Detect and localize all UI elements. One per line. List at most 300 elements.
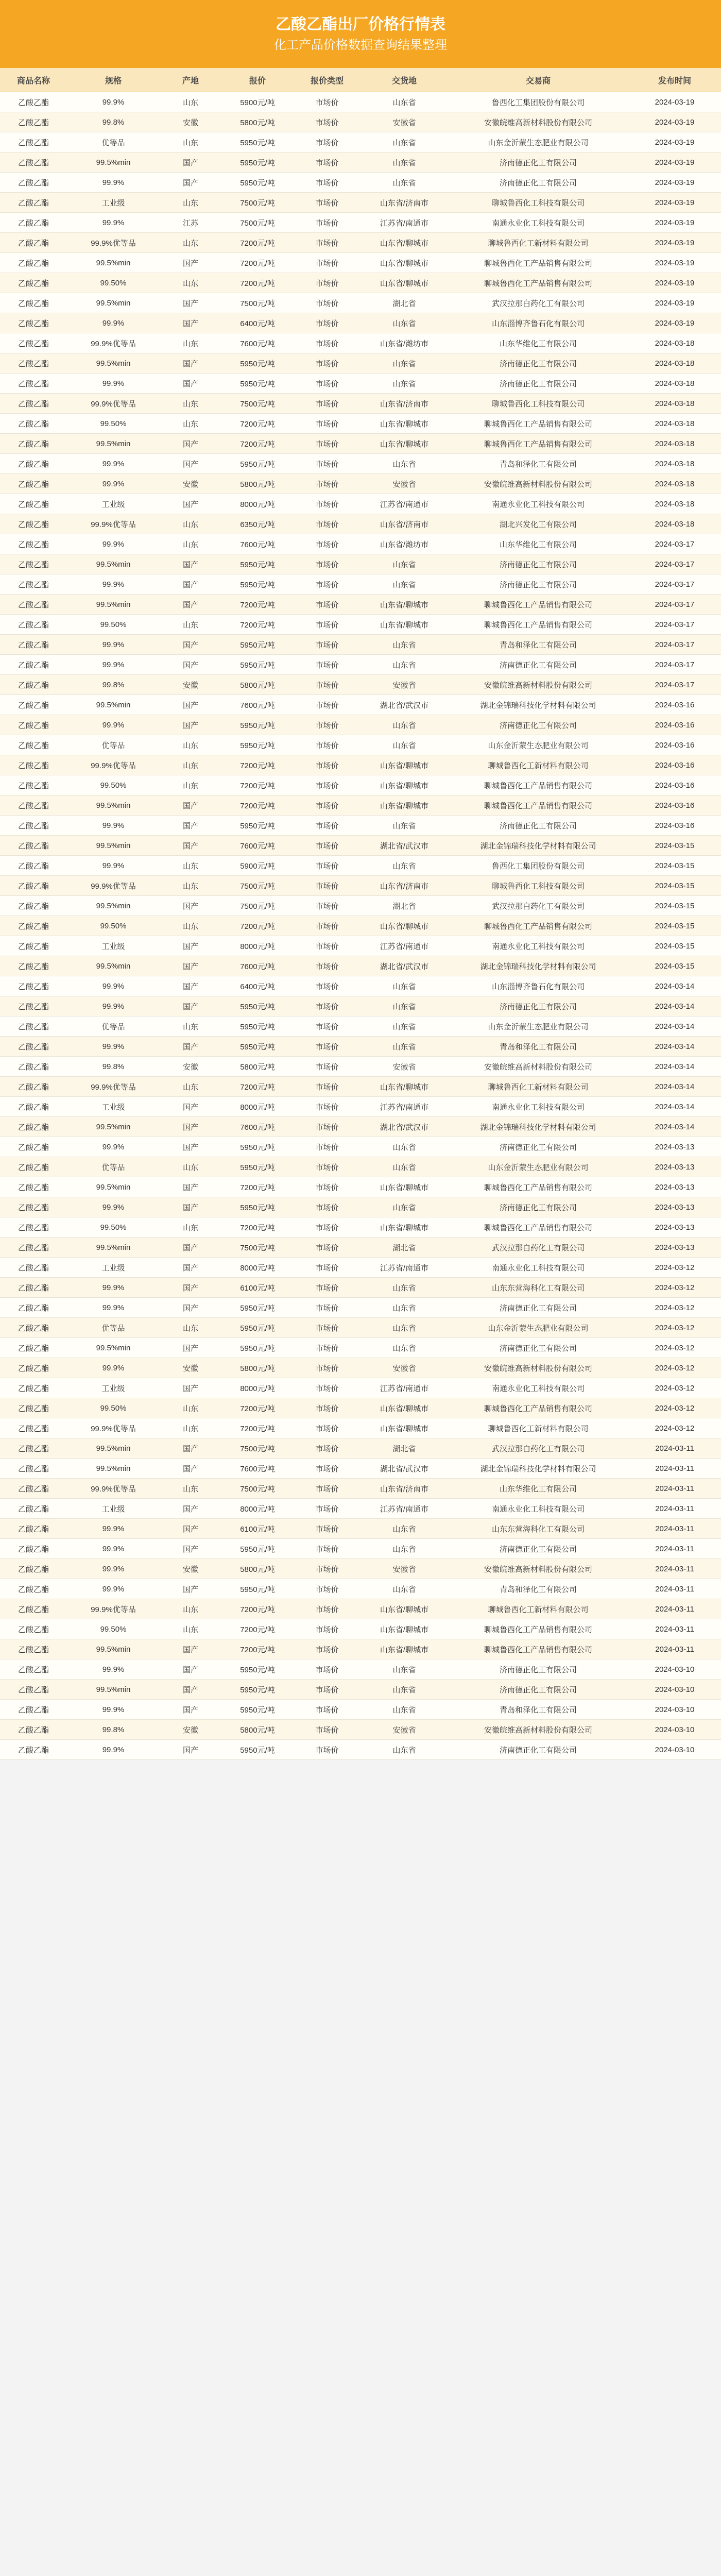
spec-cell: 99.9% <box>67 1519 160 1539</box>
delivery-cell: 山东省 <box>360 856 448 876</box>
date-cell: 2024-03-17 <box>628 655 721 675</box>
trader-cell: 济南德正化工有限公司 <box>448 655 628 675</box>
price-cell: 5950元/吨 <box>221 655 294 675</box>
date-cell: 2024-03-18 <box>628 474 721 494</box>
trader-cell: 安徽皖维高新材料股份有限公司 <box>448 675 628 695</box>
table-row <box>0 876 721 896</box>
table-row <box>0 1720 721 1740</box>
origin-cell: 国产 <box>160 374 221 394</box>
product-name-cell: 乙酸乙酯 <box>0 1438 67 1459</box>
origin-cell: 山东 <box>160 534 221 554</box>
trader-cell: 济南德正化工有限公司 <box>448 1659 628 1680</box>
table-row <box>0 695 721 715</box>
table-row <box>0 1338 721 1358</box>
product-name-cell: 乙酸乙酯 <box>0 574 67 595</box>
table-row <box>0 635 721 655</box>
price-cell: 5800元/吨 <box>221 1720 294 1740</box>
spec-cell: 99.5%min <box>67 1238 160 1258</box>
table-row <box>0 173 721 193</box>
product-name-cell: 乙酸乙酯 <box>0 755 67 775</box>
trader-cell: 湖北金锦瑞科技化学材料有限公司 <box>448 956 628 976</box>
price-type-cell: 市场价 <box>294 735 360 755</box>
trader-cell: 湖北金锦瑞科技化学材料有限公司 <box>448 695 628 715</box>
delivery-cell: 山东省 <box>360 1579 448 1599</box>
product-name-cell: 乙酸乙酯 <box>0 1619 67 1639</box>
table-row <box>0 1137 721 1157</box>
price-cell: 7600元/吨 <box>221 695 294 715</box>
trader-cell: 湖北金锦瑞科技化学材料有限公司 <box>448 836 628 856</box>
spec-cell: 99.9% <box>67 1037 160 1057</box>
spec-cell: 99.5%min <box>67 595 160 615</box>
origin-cell: 国产 <box>160 1238 221 1258</box>
origin-cell: 国产 <box>160 1037 221 1057</box>
spec-cell: 99.9% <box>67 1659 160 1680</box>
price-cell: 8000元/吨 <box>221 1499 294 1519</box>
delivery-cell: 山东省 <box>360 353 448 374</box>
date-cell: 2024-03-11 <box>628 1459 721 1479</box>
date-cell: 2024-03-14 <box>628 976 721 996</box>
price-type-cell: 市场价 <box>294 333 360 353</box>
date-cell: 2024-03-15 <box>628 876 721 896</box>
delivery-cell: 山东省 <box>360 996 448 1016</box>
date-cell: 2024-03-19 <box>628 293 721 313</box>
origin-cell: 江苏 <box>160 213 221 233</box>
date-cell: 2024-03-10 <box>628 1700 721 1720</box>
delivery-cell: 江苏省/南通市 <box>360 1499 448 1519</box>
origin-cell: 国产 <box>160 996 221 1016</box>
product-name-cell: 乙酸乙酯 <box>0 534 67 554</box>
delivery-cell: 山东省/聊城市 <box>360 916 448 936</box>
price-cell: 8000元/吨 <box>221 494 294 514</box>
price-type-cell: 市场价 <box>294 715 360 735</box>
table-row <box>0 775 721 795</box>
delivery-cell: 山东省 <box>360 635 448 655</box>
price-type-cell: 市场价 <box>294 1197 360 1217</box>
price-cell: 7200元/吨 <box>221 795 294 816</box>
price-cell: 7500元/吨 <box>221 193 294 213</box>
spec-cell: 99.9% <box>67 1559 160 1579</box>
product-name-cell: 乙酸乙酯 <box>0 896 67 916</box>
price-cell: 7500元/吨 <box>221 1479 294 1499</box>
table-row <box>0 1700 721 1720</box>
trader-cell: 安徽皖维高新材料股份有限公司 <box>448 1358 628 1378</box>
trader-cell: 青岛和泽化工有限公司 <box>448 1700 628 1720</box>
price-type-cell: 市场价 <box>294 1579 360 1599</box>
spec-cell: 99.5%min <box>67 253 160 273</box>
date-cell: 2024-03-17 <box>628 574 721 595</box>
trader-cell: 聊城鲁西化工产品销售有限公司 <box>448 916 628 936</box>
product-name-cell: 乙酸乙酯 <box>0 173 67 193</box>
price-cell: 5800元/吨 <box>221 112 294 132</box>
trader-cell: 济南德正化工有限公司 <box>448 816 628 836</box>
delivery-cell: 山东省 <box>360 1318 448 1338</box>
spec-cell: 99.9%优等品 <box>67 394 160 414</box>
date-cell: 2024-03-12 <box>628 1258 721 1278</box>
date-cell: 2024-03-18 <box>628 454 721 474</box>
price-cell: 5950元/吨 <box>221 152 294 173</box>
price-cell: 5950元/吨 <box>221 454 294 474</box>
delivery-cell: 山东省 <box>360 1137 448 1157</box>
spec-cell: 99.5%min <box>67 1680 160 1700</box>
delivery-cell: 山东省 <box>360 1278 448 1298</box>
date-cell: 2024-03-10 <box>628 1720 721 1740</box>
column-header: 交易商 <box>448 68 628 92</box>
delivery-cell: 山东省/济南市 <box>360 514 448 534</box>
delivery-cell: 山东省/聊城市 <box>360 755 448 775</box>
table-row <box>0 996 721 1016</box>
origin-cell: 山东 <box>160 735 221 755</box>
delivery-cell: 山东省/济南市 <box>360 193 448 213</box>
spec-cell: 99.5%min <box>67 1639 160 1659</box>
origin-cell: 山东 <box>160 514 221 534</box>
column-header: 规格 <box>67 68 160 92</box>
spec-cell: 99.9% <box>67 313 160 333</box>
origin-cell: 国产 <box>160 795 221 816</box>
delivery-cell: 安徽省 <box>360 1559 448 1579</box>
price-type-cell: 市场价 <box>294 1338 360 1358</box>
price-cell: 6350元/吨 <box>221 514 294 534</box>
trader-cell: 山东华维化工有限公司 <box>448 534 628 554</box>
price-cell: 7500元/吨 <box>221 876 294 896</box>
origin-cell: 国产 <box>160 1197 221 1217</box>
table-row <box>0 856 721 876</box>
trader-cell: 武汉拉那白药化工有限公司 <box>448 896 628 916</box>
spec-cell: 99.9%优等品 <box>67 876 160 896</box>
origin-cell: 国产 <box>160 655 221 675</box>
table-row <box>0 193 721 213</box>
price-cell: 5950元/吨 <box>221 1659 294 1680</box>
table-row <box>0 394 721 414</box>
trader-cell: 济南德正化工有限公司 <box>448 1680 628 1700</box>
date-cell: 2024-03-12 <box>628 1358 721 1378</box>
table-row <box>0 896 721 916</box>
price-type-cell: 市场价 <box>294 1177 360 1197</box>
table-row <box>0 152 721 173</box>
price-type-cell: 市场价 <box>294 1559 360 1579</box>
product-name-cell: 乙酸乙酯 <box>0 1519 67 1539</box>
table-row <box>0 956 721 976</box>
date-cell: 2024-03-19 <box>628 313 721 333</box>
delivery-cell: 山东省 <box>360 152 448 173</box>
price-type-cell: 市场价 <box>294 1519 360 1539</box>
origin-cell: 山东 <box>160 394 221 414</box>
price-type-cell: 市场价 <box>294 1740 360 1760</box>
spec-cell: 优等品 <box>67 1016 160 1037</box>
price-cell: 7200元/吨 <box>221 434 294 454</box>
delivery-cell: 山东省 <box>360 655 448 675</box>
price-type-cell: 市场价 <box>294 916 360 936</box>
product-name-cell: 乙酸乙酯 <box>0 333 67 353</box>
date-cell: 2024-03-18 <box>628 434 721 454</box>
delivery-cell: 山东省 <box>360 1659 448 1680</box>
origin-cell: 国产 <box>160 293 221 313</box>
price-type-cell: 市场价 <box>294 1700 360 1720</box>
table-row <box>0 1398 721 1418</box>
product-name-cell: 乙酸乙酯 <box>0 394 67 414</box>
delivery-cell: 湖北省 <box>360 293 448 313</box>
price-cell: 8000元/吨 <box>221 1097 294 1117</box>
delivery-cell: 山东省 <box>360 1680 448 1700</box>
product-name-cell: 乙酸乙酯 <box>0 1298 67 1318</box>
spec-cell: 工业级 <box>67 193 160 213</box>
delivery-cell: 山东省/聊城市 <box>360 1418 448 1438</box>
origin-cell: 国产 <box>160 494 221 514</box>
trader-cell: 济南德正化工有限公司 <box>448 554 628 574</box>
origin-cell: 国产 <box>160 1177 221 1197</box>
spec-cell: 99.5%min <box>67 836 160 856</box>
price-cell: 7200元/吨 <box>221 755 294 775</box>
spec-cell: 99.9% <box>67 213 160 233</box>
spec-cell: 99.9% <box>67 374 160 394</box>
table-row <box>0 1097 721 1117</box>
product-name-cell: 乙酸乙酯 <box>0 414 67 434</box>
trader-cell: 聊城鲁西化工产品销售有限公司 <box>448 253 628 273</box>
spec-cell: 99.9% <box>67 534 160 554</box>
trader-cell: 聊城鲁西化工产品销售有限公司 <box>448 1217 628 1238</box>
origin-cell: 国产 <box>160 1117 221 1137</box>
origin-cell: 山东 <box>160 856 221 876</box>
product-name-cell: 乙酸乙酯 <box>0 996 67 1016</box>
date-cell: 2024-03-17 <box>628 675 721 695</box>
price-cell: 7200元/吨 <box>221 233 294 253</box>
trader-cell: 山东金沂蒙生态肥业有限公司 <box>448 1016 628 1037</box>
origin-cell: 国产 <box>160 695 221 715</box>
table-row <box>0 816 721 836</box>
date-cell: 2024-03-19 <box>628 112 721 132</box>
product-name-cell: 乙酸乙酯 <box>0 353 67 374</box>
price-type-cell: 市场价 <box>294 1258 360 1278</box>
spec-cell: 99.9% <box>67 454 160 474</box>
delivery-cell: 山东省/聊城市 <box>360 615 448 635</box>
date-cell: 2024-03-17 <box>628 534 721 554</box>
price-type-cell: 市场价 <box>294 233 360 253</box>
origin-cell: 山东 <box>160 1217 221 1238</box>
product-name-cell: 乙酸乙酯 <box>0 132 67 152</box>
price-cell: 5900元/吨 <box>221 92 294 112</box>
product-name-cell: 乙酸乙酯 <box>0 836 67 856</box>
product-name-cell: 乙酸乙酯 <box>0 1117 67 1137</box>
trader-cell: 济南德正化工有限公司 <box>448 374 628 394</box>
spec-cell: 99.5%min <box>67 1117 160 1137</box>
spec-cell: 工业级 <box>67 494 160 514</box>
spec-cell: 99.5%min <box>67 795 160 816</box>
trader-cell: 聊城鲁西化工科技有限公司 <box>448 193 628 213</box>
origin-cell: 安徽 <box>160 675 221 695</box>
date-cell: 2024-03-11 <box>628 1559 721 1579</box>
delivery-cell: 山东省 <box>360 1539 448 1559</box>
product-name-cell: 乙酸乙酯 <box>0 293 67 313</box>
trader-cell: 聊城鲁西化工产品销售有限公司 <box>448 1398 628 1418</box>
spec-cell: 99.8% <box>67 112 160 132</box>
trader-cell: 山东金沂蒙生态肥业有限公司 <box>448 1157 628 1177</box>
date-cell: 2024-03-17 <box>628 554 721 574</box>
trader-cell: 安徽皖维高新材料股份有限公司 <box>448 1559 628 1579</box>
delivery-cell: 湖北省/武汉市 <box>360 695 448 715</box>
date-cell: 2024-03-13 <box>628 1137 721 1157</box>
price-cell: 5950元/吨 <box>221 1539 294 1559</box>
date-cell: 2024-03-12 <box>628 1278 721 1298</box>
table-row <box>0 313 721 333</box>
trader-cell: 聊城鲁西化工产品销售有限公司 <box>448 1639 628 1659</box>
trader-cell: 聊城鲁西化工新材料有限公司 <box>448 233 628 253</box>
product-name-cell: 乙酸乙酯 <box>0 956 67 976</box>
product-name-cell: 乙酸乙酯 <box>0 936 67 956</box>
table-row <box>0 1619 721 1639</box>
table-row <box>0 374 721 394</box>
spec-cell: 99.9% <box>67 1298 160 1318</box>
price-type-cell: 市场价 <box>294 253 360 273</box>
price-type-cell: 市场价 <box>294 996 360 1016</box>
spec-cell: 99.9% <box>67 976 160 996</box>
table-row <box>0 494 721 514</box>
table-row <box>0 1037 721 1057</box>
spec-cell: 99.5%min <box>67 353 160 374</box>
product-name-cell: 乙酸乙酯 <box>0 213 67 233</box>
spec-cell: 99.5%min <box>67 434 160 454</box>
origin-cell: 国产 <box>160 253 221 273</box>
product-name-cell: 乙酸乙酯 <box>0 1197 67 1217</box>
price-cell: 5950元/吨 <box>221 1700 294 1720</box>
date-cell: 2024-03-16 <box>628 755 721 775</box>
price-cell: 5950元/吨 <box>221 1298 294 1318</box>
date-cell: 2024-03-15 <box>628 856 721 876</box>
table-row <box>0 615 721 635</box>
date-cell: 2024-03-16 <box>628 775 721 795</box>
product-name-cell: 乙酸乙酯 <box>0 876 67 896</box>
origin-cell: 安徽 <box>160 1559 221 1579</box>
origin-cell: 国产 <box>160 836 221 856</box>
delivery-cell: 山东省/聊城市 <box>360 434 448 454</box>
price-cell: 7200元/吨 <box>221 595 294 615</box>
delivery-cell: 山东省 <box>360 173 448 193</box>
trader-cell: 济南德正化工有限公司 <box>448 1197 628 1217</box>
table-row <box>0 293 721 313</box>
origin-cell: 国产 <box>160 1639 221 1659</box>
date-cell: 2024-03-12 <box>628 1338 721 1358</box>
price-type-cell: 市场价 <box>294 1398 360 1418</box>
price-type-cell: 市场价 <box>294 474 360 494</box>
spec-cell: 99.5%min <box>67 896 160 916</box>
spec-cell: 99.9%优等品 <box>67 233 160 253</box>
price-cell: 5950元/吨 <box>221 1740 294 1760</box>
product-name-cell: 乙酸乙酯 <box>0 1238 67 1258</box>
page-header <box>0 0 721 68</box>
delivery-cell: 安徽省 <box>360 675 448 695</box>
price-type-cell: 市场价 <box>294 173 360 193</box>
price-type-cell: 市场价 <box>294 1438 360 1459</box>
product-name-cell: 乙酸乙酯 <box>0 554 67 574</box>
trader-cell: 济南德正化工有限公司 <box>448 715 628 735</box>
delivery-cell: 山东省 <box>360 554 448 574</box>
delivery-cell: 山东省 <box>360 715 448 735</box>
trader-cell: 鲁西化工集团股份有限公司 <box>448 92 628 112</box>
trader-cell: 山东金沂蒙生态肥业有限公司 <box>448 735 628 755</box>
price-type-cell: 市场价 <box>294 876 360 896</box>
spec-cell: 99.9% <box>67 1197 160 1217</box>
spec-cell: 99.8% <box>67 1720 160 1740</box>
price-type-cell: 市场价 <box>294 615 360 635</box>
delivery-cell: 安徽省 <box>360 1057 448 1077</box>
date-cell: 2024-03-19 <box>628 213 721 233</box>
spec-cell: 99.50% <box>67 615 160 635</box>
date-cell: 2024-03-17 <box>628 595 721 615</box>
table-row <box>0 1077 721 1097</box>
price-cell: 7500元/吨 <box>221 293 294 313</box>
delivery-cell: 山东省/聊城市 <box>360 1639 448 1659</box>
trader-cell: 青岛和泽化工有限公司 <box>448 1037 628 1057</box>
trader-cell: 聊城鲁西化工产品销售有限公司 <box>448 795 628 816</box>
price-type-cell: 市场价 <box>294 1117 360 1137</box>
delivery-cell: 山东省/聊城市 <box>360 233 448 253</box>
date-cell: 2024-03-11 <box>628 1639 721 1659</box>
price-cell: 5950元/吨 <box>221 173 294 193</box>
delivery-cell: 湖北省/武汉市 <box>360 1117 448 1137</box>
table-row <box>0 514 721 534</box>
spec-cell: 优等品 <box>67 1157 160 1177</box>
spec-cell: 99.5%min <box>67 695 160 715</box>
table-row <box>0 1318 721 1338</box>
origin-cell: 山东 <box>160 1418 221 1438</box>
price-cell: 7200元/吨 <box>221 1177 294 1197</box>
spec-cell: 99.9%优等品 <box>67 1418 160 1438</box>
trader-cell: 鲁西化工集团股份有限公司 <box>448 856 628 876</box>
price-cell: 5950元/吨 <box>221 1318 294 1338</box>
product-name-cell: 乙酸乙酯 <box>0 775 67 795</box>
price-type-cell: 市场价 <box>294 1659 360 1680</box>
date-cell: 2024-03-19 <box>628 233 721 253</box>
price-table <box>0 68 721 1760</box>
table-row <box>0 1539 721 1559</box>
origin-cell: 国产 <box>160 1338 221 1358</box>
trader-cell: 山东金沂蒙生态肥业有限公司 <box>448 132 628 152</box>
product-name-cell: 乙酸乙酯 <box>0 795 67 816</box>
table-row <box>0 1258 721 1278</box>
origin-cell: 国产 <box>160 454 221 474</box>
origin-cell: 山东 <box>160 615 221 635</box>
date-cell: 2024-03-11 <box>628 1499 721 1519</box>
price-type-cell: 市场价 <box>294 1539 360 1559</box>
table-row <box>0 1519 721 1539</box>
product-name-cell: 乙酸乙酯 <box>0 1639 67 1659</box>
date-cell: 2024-03-12 <box>628 1398 721 1418</box>
table-row <box>0 554 721 574</box>
table-row <box>0 1418 721 1438</box>
delivery-cell: 山东省/聊城市 <box>360 1619 448 1639</box>
delivery-cell: 湖北省 <box>360 896 448 916</box>
product-name-cell: 乙酸乙酯 <box>0 595 67 615</box>
price-type-cell: 市场价 <box>294 494 360 514</box>
spec-cell: 99.9% <box>67 1740 160 1760</box>
date-cell: 2024-03-14 <box>628 1117 721 1137</box>
origin-cell: 国产 <box>160 1700 221 1720</box>
table-row <box>0 534 721 554</box>
date-cell: 2024-03-16 <box>628 816 721 836</box>
date-cell: 2024-03-15 <box>628 956 721 976</box>
table-row <box>0 132 721 152</box>
date-cell: 2024-03-15 <box>628 896 721 916</box>
column-header: 报价类型 <box>294 68 360 92</box>
spec-cell: 99.9% <box>67 1137 160 1157</box>
price-type-cell: 市场价 <box>294 434 360 454</box>
origin-cell: 山东 <box>160 1479 221 1499</box>
price-type-cell: 市场价 <box>294 1378 360 1398</box>
price-type-cell: 市场价 <box>294 1077 360 1097</box>
price-type-cell: 市场价 <box>294 595 360 615</box>
price-cell: 5800元/吨 <box>221 1559 294 1579</box>
price-cell: 5950元/吨 <box>221 1157 294 1177</box>
price-cell: 5800元/吨 <box>221 675 294 695</box>
delivery-cell: 江苏省/南通市 <box>360 1097 448 1117</box>
